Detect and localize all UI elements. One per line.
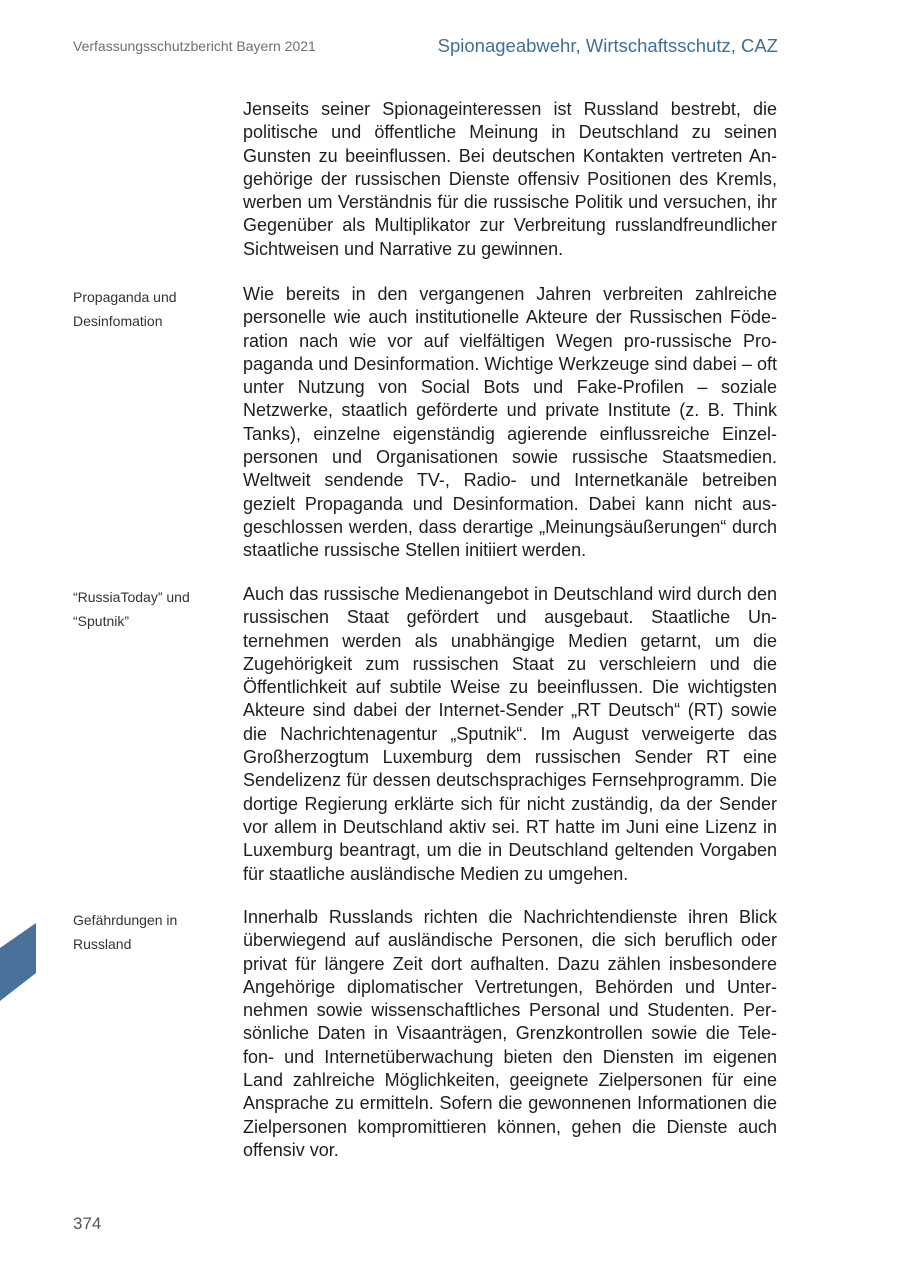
chapter-marker-tab xyxy=(0,923,36,1001)
sidenote-russiatoday-sputnik: “RussiaToday” und “Sputnik” xyxy=(73,589,190,629)
body-paragraph-2: Wie bereits in den vergangenen Jahren verbreiten zahlreiche personelle wie auch institutionelle Akteure der Russischen Föderation nach wie vor auf vielfältigen Wegen pro-russische Propaganda und Desinformation. Wichtige Werkzeuge sind dabei – oft unter Nutzung von Social Bots und Fake-Profilen – soziale Netzwerke, staatlich geförderte und private Institute (z. B. Think Tanks), einzelne eigenständig agierende einflussreiche Einzelpersonen und Organisationen sowie russische Staatsmedien. Weltweit sendende TV-, Radio- und Internetkanäle betreiben gezielt Propaganda und Desinformation. Dabei kann nicht ausgeschlossen werden, dass derartige „Meinungsäußerungen“ durch staatliche russische Stellen initiiert werden. xyxy=(243,284,777,561)
running-header-chapter-title: Spionageabwehr, Wirtschaftsschutz, CAZ xyxy=(437,35,778,56)
body-paragraph-3: Auch das russische Medienangebot in Deutschland wird durch den russischen Staat gefördert und ausgebaut. Staatliche Unternehmen werden als unabhängige Medien getarnt, um die Zugehörigkeit zum russischen Staat zu verschleiern und die Öffentlichkeit auf subtile Weise zu beeinflussen. Die wichtigsten Akteure sind dabei der Internet-Sender „RT Deutsch“ (RT) sowie die Nachrichtenagentur „Sputnik“. Im August verweigerte das Großherzogtum Luxemburg dem russischen Sender RT eine Sendelizenz für dessen deutschsprachiges Fernsehprogramm. Die dortige Regierung erklärte sich für nicht zuständig, da der Sender vor allem in Deutschland aktiv sei. RT hatte im Juni eine Lizenz in Luxemburg beantragt, um die in Deutschland geltenden Vorgaben für staatliche ausländische Medien zu umgehen. xyxy=(243,584,777,884)
chapter-marker-shape xyxy=(0,923,36,1001)
sidenote-propaganda: Propaganda und Desinfomation xyxy=(73,289,177,329)
running-header-left: Verfassungsschutzbericht Bayern 2021 xyxy=(73,38,316,54)
body-paragraph-1: Jenseits seiner Spionageinteressen ist Russland bestrebt, die politische und öffentliche Meinung in Deutschland zu seinen Gunsten zu beeinflussen. Bei deutschen Kontakten vertreten Angehörige der russischen Dienste offensiv Positionen des Kremls, werben um Verständnis für die russische Politik und versuchen, ihr Gegenüber als Multiplikator zur Verbreitung russlandfreundlicher Sichtweisen und Narrative zu gewinnen. xyxy=(243,99,777,259)
page-number: 374 xyxy=(73,1214,102,1233)
body-paragraph-4: Innerhalb Russlands richten die Nachrichtendienste ihren Blick überwiegend auf ausländische Personen, die sich beruflich oder privat für längere Zeit dort aufhalten. Dazu zählen insbesondere Angehörige diplomatischer Vertretungen, Behörden und Unternehmen sowie wissenschaftliches Personal und Studenten. Persönliche Daten in Visaanträgen, Grenzkontrollen sowie die Telefon- und Internetüberwachung bieten den Diensten im eigenen Land zahlreiche Möglichkeiten, geeignete Zielpersonen für eine Ansprache zu ermitteln. Sofern die gewonnenen Informationen die Zielpersonen kompromittieren können, gehen die Dienste auch offensiv vor. xyxy=(243,907,777,1160)
sidenote-gefaehrdungen: Gefährdungen in Russland xyxy=(73,912,178,952)
